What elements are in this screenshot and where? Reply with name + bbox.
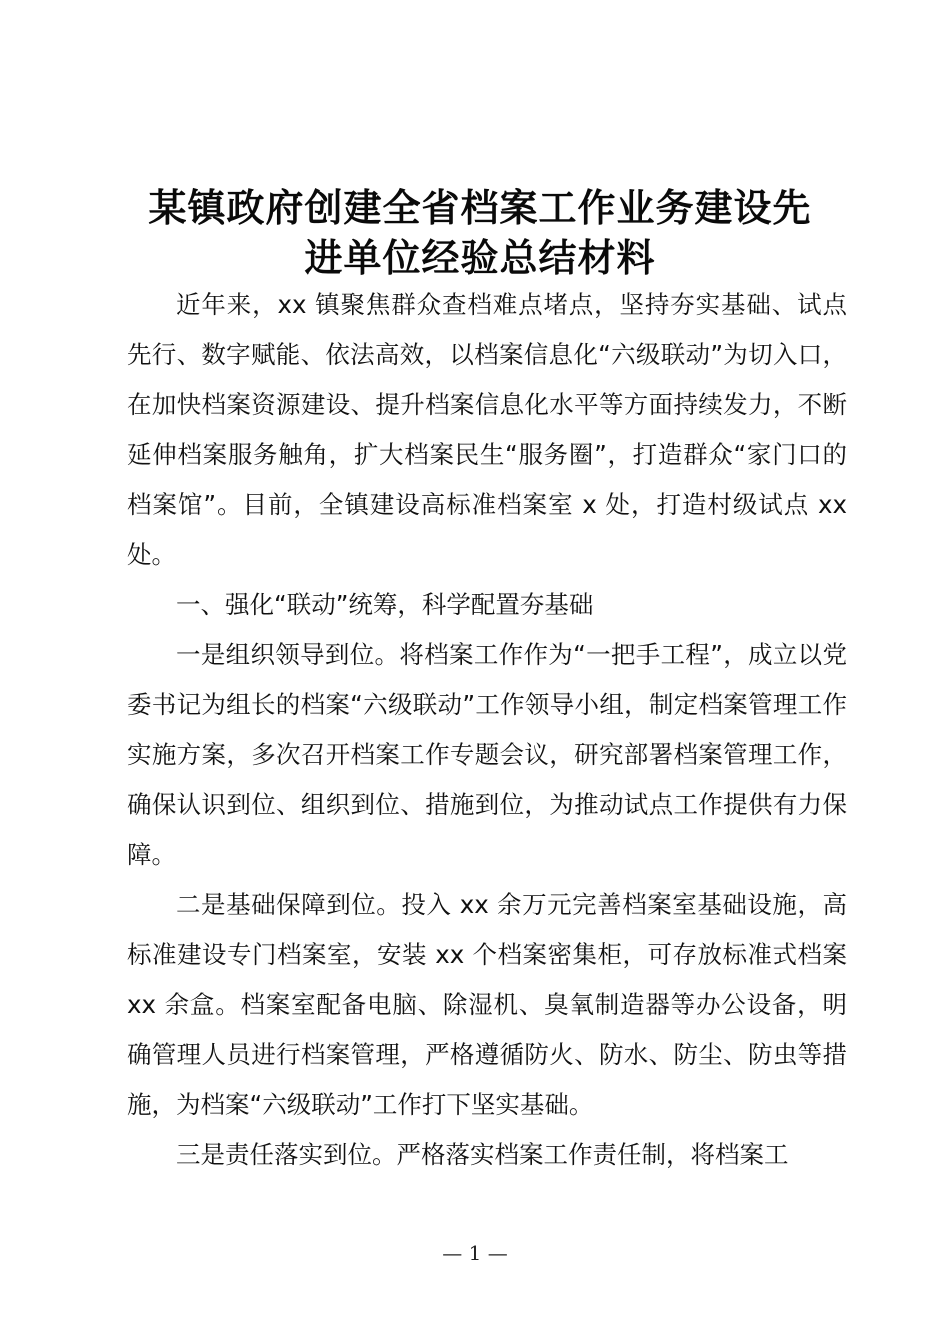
intro-paragraph: 近年来，xx 镇聚焦群众查档难点堵点，坚持夯实基础、试点先行、数字赋能、依法高效，以档案信息化“六级联动”为切入口，在加快档案资源建设、提升档案信息化水平等方面持续发力，不断延伸档案服务触角，扩大档案民生“服务圈”，打造群众“家门口的档案馆”。目前，全镇建设高标准档案室 x 处，打造村级试点 xx 处。 xyxy=(127,290,847,569)
paragraph-responsibility: 三是责任落实到位。严格落实档案工作责任制，将档案工 xyxy=(176,1140,789,1169)
section-heading-1: 一、强化“联动”统筹，科学配置夯基础 xyxy=(176,590,594,619)
document-title-line-1: 某镇政府创建全省档案工作业务建设先 xyxy=(148,185,812,230)
paragraph-organization: 一是组织领导到位。将档案工作作为“一把手工程”，成立以党委书记为组长的档案“六级联动”工作领导小组，制定档案管理工作实施方案，多次召开档案工作专题会议，研究部署档案管理工作，确保认识到位、组织到位、措施到位，为推动试点工作提供有力保障。 xyxy=(127,640,847,869)
document-title-line-2: 进单位经验总结材料 xyxy=(304,235,656,280)
document-body xyxy=(127,280,847,1180)
paragraph-infrastructure: 二是基础保障到位。投入 xx 余万元完善档案室基础设施，高标准建设专门档案室，安装 xx 个档案密集柜，可存放标准式档案 xx 余盒。档案室配备电脑、除湿机、臭氧制造器等办公设备，明确管理人员进行档案管理，严格遵循防火、防水、防尘、防虫等措施，为档案“六级联动”工作打下坚实基础。 xyxy=(127,890,847,1119)
page-number: — 1 — xyxy=(442,1241,508,1265)
